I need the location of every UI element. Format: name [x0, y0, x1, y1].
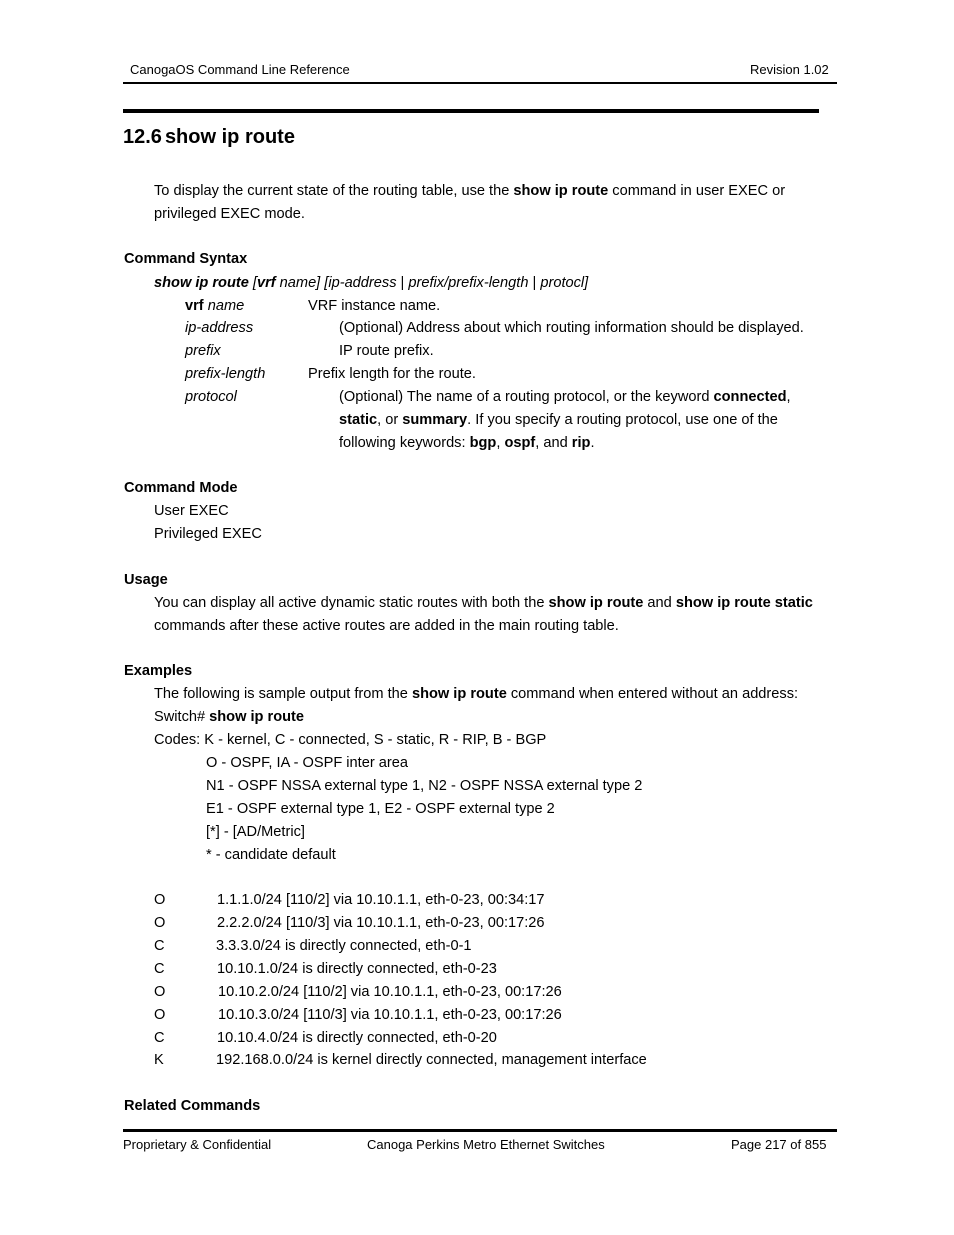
param-prefix-desc: IP route prefix.: [339, 343, 434, 359]
route-code: O: [154, 984, 166, 1000]
examples-prompt: Switch# show ip route: [154, 709, 305, 725]
param-protocol-desc-2: static, or summary. If you specify a routing protocol, use one of the: [339, 412, 778, 428]
intro-line-1: To display the current state of the routing table, use the show ip route command in user EXEC or: [154, 183, 786, 199]
syntax-heading: Command Syntax: [124, 251, 248, 267]
param-protocol-desc-1: (Optional) The name of a routing protocol, or the keyword connected,: [339, 389, 791, 405]
footer-rule: [123, 1129, 837, 1132]
mode-heading: Command Mode: [124, 480, 238, 496]
codes-line: N1 - OSPF NSSA external type 1, N2 - OSPF NSSA external type 2: [206, 778, 643, 794]
codes-line: O - OSPF, IA - OSPF inter area: [206, 755, 408, 771]
usage-line-1: You can display all active dynamic static routes with both the show ip route and show ip route static: [154, 595, 813, 611]
route-code: C: [154, 938, 165, 954]
param-vrf-desc: VRF instance name.: [308, 298, 441, 314]
route-code: O: [154, 1007, 166, 1023]
codes-line: E1 - OSPF external type 1, E2 - OSPF external type 2: [206, 801, 555, 817]
section-number: 12.6: [123, 126, 162, 148]
route-text: 1.1.1.0/24 [110/2] via 10.10.1.1, eth-0-23, 00:34:17: [217, 892, 545, 908]
examples-intro: The following is sample output from the show ip route command when entered without an address:: [154, 686, 799, 702]
header-thin-rule: [123, 82, 837, 84]
param-protocol-desc-3: following keywords: bgp, ospf, and rip.: [339, 435, 595, 451]
section-title: [123, 126, 295, 149]
param-prefix-length-desc: Prefix length for the route.: [308, 366, 476, 382]
route-text: 10.10.2.0/24 [110/2] via 10.10.1.1, eth-0-23, 00:17:26: [218, 984, 562, 1000]
param-ip-address-name: ip-address: [185, 320, 254, 336]
route-text: 3.3.3.0/24 is directly connected, eth-0-1: [216, 938, 472, 954]
param-prefix-length-name: prefix-length: [185, 366, 266, 382]
usage-line-2: commands after these active routes are added in the main routing table.: [154, 618, 619, 634]
route-text: 2.2.2.0/24 [110/3] via 10.10.1.1, eth-0-23, 00:17:26: [217, 915, 545, 931]
footer-page-number: Page 217 of 855: [731, 1137, 827, 1152]
route-code: O: [154, 892, 166, 908]
route-text: 10.10.1.0/24 is directly connected, eth-0-23: [217, 961, 497, 977]
route-code: C: [154, 961, 165, 977]
param-vrf-name: vrf name: [185, 298, 245, 314]
param-protocol-name: protocol: [185, 389, 237, 405]
route-code: K: [154, 1052, 164, 1068]
codes-line: Codes: K - kernel, C - connected, S - static, R - RIP, B - BGP: [154, 732, 547, 748]
route-code: C: [154, 1030, 165, 1046]
route-code: O: [154, 915, 166, 931]
header-thick-rule: [123, 109, 819, 113]
mode-item: Privileged EXEC: [154, 526, 262, 542]
usage-heading: Usage: [124, 572, 168, 588]
mode-item: User EXEC: [154, 503, 229, 519]
footer-center: Canoga Perkins Metro Ethernet Switches: [367, 1137, 605, 1152]
codes-line: [*] - [AD/Metric]: [206, 824, 305, 840]
footer-left: Proprietary & Confidential: [123, 1137, 272, 1152]
examples-heading: Examples: [124, 663, 193, 679]
param-ip-address-desc: (Optional) Address about which routing information should be displayed.: [339, 320, 804, 336]
related-heading: Related Commands: [124, 1098, 261, 1114]
header-title: CanogaOS Command Line Reference: [130, 62, 350, 77]
section-name: show ip route: [164, 126, 295, 148]
codes-line: * - candidate default: [206, 847, 336, 863]
route-text: 192.168.0.0/24 is kernel directly connected, management interface: [216, 1052, 647, 1068]
intro-line-2: privileged EXEC mode.: [154, 206, 305, 222]
route-text: 10.10.3.0/24 [110/3] via 10.10.1.1, eth-0-23, 00:17:26: [218, 1007, 562, 1023]
header-revision: Revision 1.02: [750, 62, 829, 77]
param-prefix-name: prefix: [185, 343, 221, 359]
syntax-line: show ip route [vrf name] [ip-address | prefix/prefix-length | protocl]: [154, 275, 589, 291]
route-text: 10.10.4.0/24 is directly connected, eth-0-20: [217, 1030, 497, 1046]
